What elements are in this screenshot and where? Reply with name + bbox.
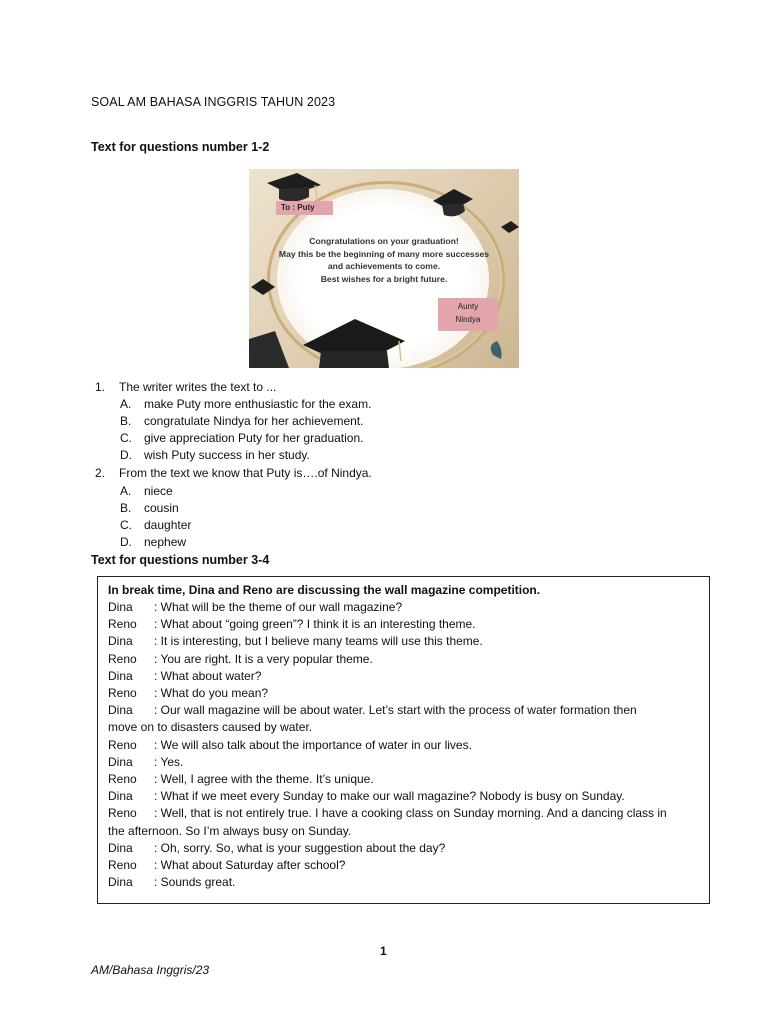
- dialogue-speaker: Reno: [108, 806, 137, 821]
- dialogue-text: : What about water?: [154, 668, 262, 683]
- dialogue-line: [108, 772, 374, 786]
- card-from-line: Nindya: [455, 314, 481, 324]
- option-1b: B. congratulate Nindya for her achievement.: [120, 414, 364, 428]
- dialogue-text: : Our wall magazine will be about water. Let’s start with the process of water formation then: [154, 703, 637, 718]
- question-text: The writer writes the text to ...: [119, 380, 277, 394]
- dialogue-text: : What do you mean?: [154, 686, 269, 700]
- dialogue-text: the afternoon. So I’m always busy on Sunday.: [108, 823, 352, 838]
- option-2a: A. niece: [120, 484, 173, 498]
- dialogue-speaker: Dina: [108, 840, 133, 855]
- dialogue-line: [108, 600, 402, 614]
- question-number: 1.: [95, 380, 106, 394]
- dialogue-text: : We will also talk about the importance of water in our lives.: [154, 737, 472, 752]
- dialogue-speaker: Reno: [108, 737, 137, 752]
- dialogue-text: : What will be the theme of our wall magazine?: [154, 600, 403, 614]
- question-2: [95, 466, 372, 480]
- dialogue-line: [108, 738, 472, 752]
- dialogue-line: [108, 841, 445, 855]
- card-message-line: Best wishes for a bright future.: [320, 273, 448, 284]
- dialogue-line: [108, 720, 312, 734]
- document-title: SOAL AM BAHASA INGGRIS TAHUN 2023: [91, 95, 336, 109]
- dialogue-text: : Oh, sorry. So, what is your suggestion about the day?: [154, 840, 446, 855]
- dialogue-line: [108, 669, 261, 683]
- option-2b: B. cousin: [120, 501, 179, 515]
- dialogue-text: : What about Saturday after school?: [154, 858, 346, 872]
- section-heading-1-2: Text for questions number 1-2: [91, 140, 270, 154]
- card-message-line: and achievements to come.: [327, 261, 441, 271]
- dialogue-speaker: Dina: [108, 634, 133, 649]
- dialogue-text: : Well, that is not entirely true. I have a cooking class on Sunday morning. And a dancing class in: [154, 806, 667, 821]
- question-number: 2.: [95, 466, 106, 480]
- card-to-label: To : Puty: [276, 201, 333, 215]
- dialogue-text: : You are right. It is a very popular theme.: [154, 651, 373, 666]
- dialogue-box: [97, 576, 710, 904]
- dialogue-text: : It is interesting, but I believe many teams will use this theme.: [154, 634, 483, 649]
- dialogue-text: : What about “going green”? I think it is an interesting theme.: [154, 617, 476, 632]
- graduation-card-image: [249, 169, 519, 368]
- dialogue-speaker: Reno: [108, 858, 137, 872]
- graduation-cap-icon: [433, 189, 473, 216]
- dialogue-speaker: Dina: [108, 754, 133, 769]
- dialogue-line: [108, 789, 625, 803]
- dialogue-speaker: Reno: [108, 772, 137, 786]
- dialogue-line: [108, 703, 637, 717]
- dialogue-line: [108, 634, 483, 648]
- dialogue-line: [108, 824, 351, 838]
- footer-text: AM/Bahasa Inggris/23: [91, 963, 210, 977]
- page-number: 1: [380, 944, 387, 958]
- dialogue-line: [108, 617, 476, 631]
- decorative-drop-icon: [491, 341, 502, 359]
- option-2d: D. nephew: [120, 535, 187, 549]
- dialogue-text: : Sounds great.: [154, 875, 236, 890]
- option-1d: D. wish Puty success in her study.: [120, 448, 310, 462]
- dialogue-line: [108, 858, 345, 872]
- dialogue-speaker: Dina: [108, 875, 133, 890]
- question-text: From the text we know that Puty is….of Nindya.: [119, 466, 372, 480]
- dialogue-line: [108, 686, 268, 700]
- dialogue-speaker: Reno: [108, 686, 137, 700]
- dialogue-text: : What if we meet every Sunday to make our wall magazine? Nobody is busy on Sunday.: [154, 789, 625, 804]
- dialogue-text: : Yes.: [154, 754, 184, 769]
- card-message: [249, 235, 519, 285]
- graduation-cap-icon: [303, 319, 405, 368]
- card-message-line: Congratulations on your graduation!: [309, 236, 459, 246]
- dialogue-speaker: Reno: [108, 651, 137, 666]
- option-1a: A. make Puty more enthusiastic for the exam.: [120, 397, 372, 411]
- dialogue-speaker: Dina: [108, 668, 133, 683]
- question-1: [95, 380, 276, 394]
- graduation-cap-icon: [501, 221, 519, 233]
- dialogue-line: [108, 652, 373, 666]
- option-2c: C. daughter: [120, 518, 192, 532]
- option-1c: C. give appreciation Puty for her graduation.: [120, 431, 364, 445]
- dialogue-speaker: Dina: [108, 703, 133, 718]
- card-message-line: May this be the beginning of many more successes: [278, 248, 490, 259]
- dialogue-speaker: Dina: [108, 600, 133, 614]
- dialogue-intro: In break time, Dina and Reno are discussing the wall magazine competition.: [108, 583, 541, 597]
- dialogue-line: [108, 875, 235, 889]
- dialogue-speaker: Reno: [108, 617, 137, 632]
- dialogue-line: [108, 806, 667, 820]
- dialogue-speaker: Dina: [108, 789, 133, 804]
- dialogue-line: [108, 755, 183, 769]
- graduation-cap-icon: [267, 173, 321, 202]
- card-from-line: Aunty: [457, 302, 479, 311]
- card-from-label: [438, 298, 498, 331]
- dialogue-text: : Well, I agree with the theme. It’s unique.: [154, 772, 374, 786]
- section-heading-3-4: Text for questions number 3-4: [91, 553, 270, 567]
- dialogue-text: move on to disasters caused by water.: [108, 720, 313, 735]
